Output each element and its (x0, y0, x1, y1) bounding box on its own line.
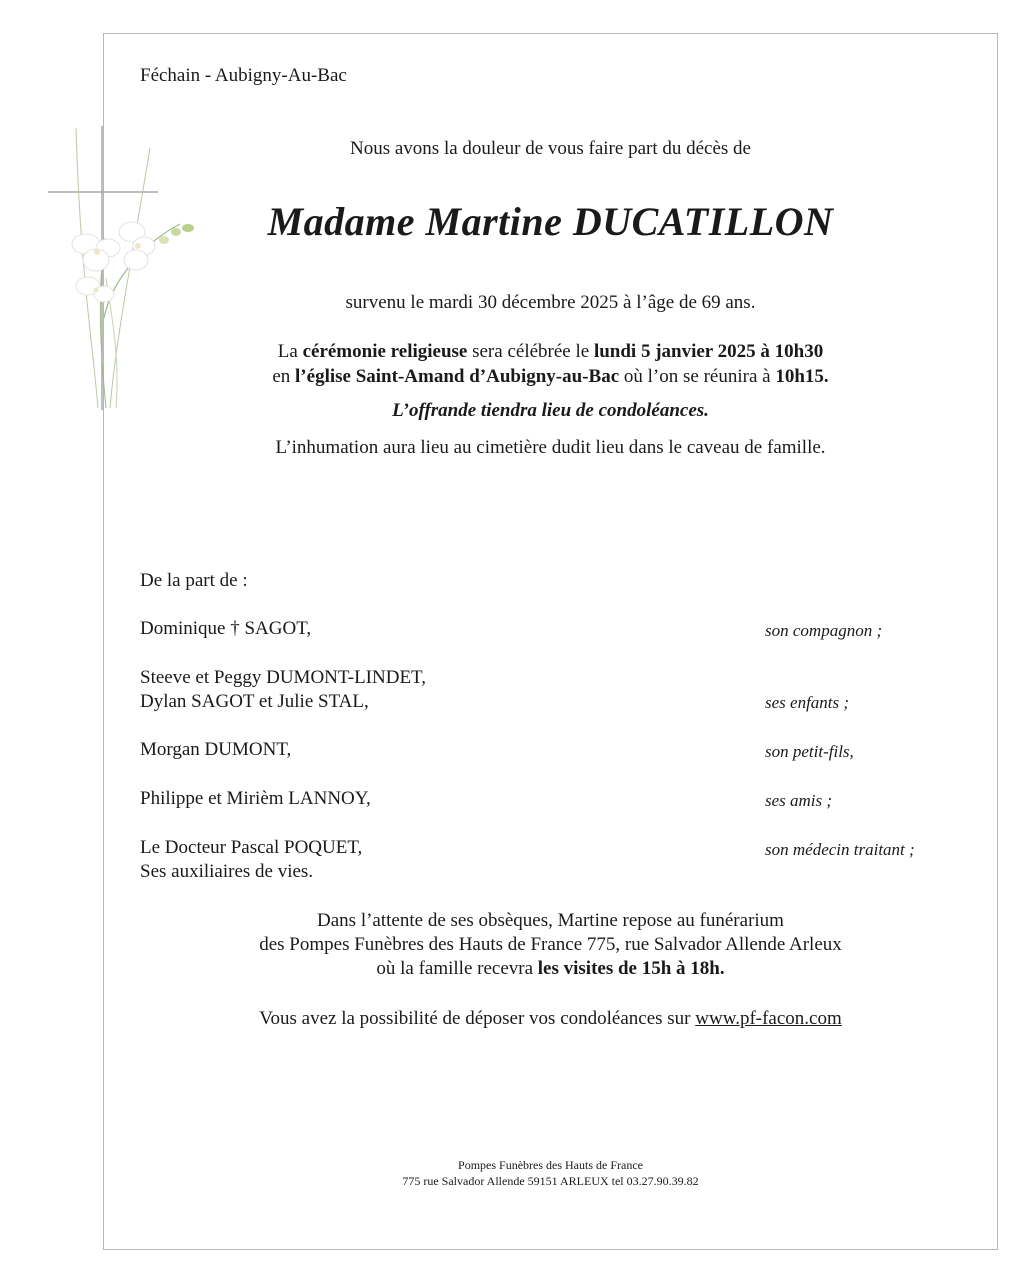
from-label: De la part de : (140, 570, 248, 591)
visits-line-3 (103, 957, 998, 981)
ceremony-line-1-d: lundi 5 janvier 2025 à 10h30 (593, 341, 824, 362)
family-name-2a: Steeve et Peggy DUMONT-LINDET, (140, 667, 427, 688)
family-name-5a: Le Docteur Pascal POQUET, (140, 837, 363, 858)
family-relation-5: son médecin traitant ; (765, 840, 915, 859)
family-name-4: Philippe et Mirièm LANNOY, (140, 788, 371, 809)
offering-note: L’offrande tiendra lieu de condoléances. (392, 400, 709, 421)
family-relation-4: ses amis ; (765, 791, 833, 810)
intro-text: Nous avons la douleur de vous faire part du décès de (350, 138, 751, 159)
visits-line-3-a: où la famille recevra (376, 958, 538, 979)
family-name-1: Dominique † SAGOT, (140, 618, 312, 639)
deceased-name: Madame Martine DUCATILLON (267, 199, 834, 244)
footer-company: Pompes Funèbres des Hauts de France (458, 1158, 643, 1172)
ceremony-line-1-b: cérémonie religieuse (302, 341, 468, 362)
burial-note: L’inhumation aura lieu au cimetière dudit lieu dans le caveau de famille. (275, 437, 826, 458)
visits-line-2: des Pompes Funèbres des Hauts de France 775, rue Salvador Allende Arleux (259, 934, 842, 955)
family-relation-3: son petit-fils, (765, 742, 854, 761)
visits-hours: les visites de 15h à 18h. (537, 958, 725, 979)
condolences-link[interactable]: www.pf-facon.com (695, 1008, 842, 1029)
ceremony-line-2-b: l’église Saint-Amand d’Aubigny-au-Bac (295, 366, 620, 387)
ceremony-line-1-a: La (277, 341, 303, 362)
location-header: Féchain - Aubigny-Au-Bac (140, 65, 347, 86)
visits-line-1: Dans l’attente de ses obsèques, Martine repose au funérarium (317, 910, 784, 931)
family-name-5b: Ses auxiliaires de vies. (140, 861, 314, 882)
ceremony-line-2-a: en (272, 366, 296, 387)
family-name-3: Morgan DUMONT, (140, 739, 292, 760)
family-relation-1: son compagnon ; (765, 621, 883, 640)
ceremony-line-2 (103, 365, 998, 389)
ceremony-line-2-c: où l’on se réunira à (619, 366, 776, 387)
footer-address: 775 rue Salvador Allende 59151 ARLEUX tel 03.27.90.39.82 (402, 1174, 699, 1188)
ceremony-line-1 (103, 340, 998, 364)
condolences-text: Vous avez la possibilité de déposer vos condoléances sur (259, 1008, 696, 1029)
condolences-line (103, 1007, 998, 1031)
family-name-2b: Dylan SAGOT et Julie STAL, (140, 691, 369, 712)
family-relation-2: ses enfants ; (765, 693, 850, 712)
ceremony-line-1-c: sera célébrée le (467, 341, 594, 362)
ceremony-line-2-d: 10h15. (775, 366, 829, 387)
death-notice: survenu le mardi 30 décembre 2025 à l’âge de 69 ans. (345, 292, 756, 313)
